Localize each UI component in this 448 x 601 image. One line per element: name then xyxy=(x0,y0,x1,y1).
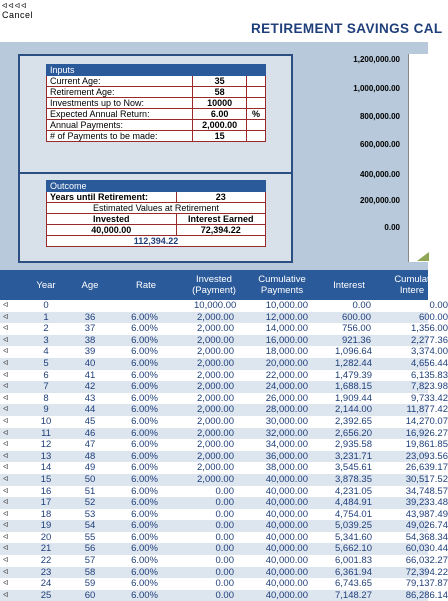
col-header-cumulative-line1: Cumulative xyxy=(258,274,306,285)
cell-rate: 6.00% xyxy=(131,392,158,404)
table-row xyxy=(0,485,448,498)
row-marker: ᐊ xyxy=(3,545,9,553)
input-label: Investments up to Now: xyxy=(47,98,193,109)
row-marker: ᐊ xyxy=(3,359,9,367)
cell-invested: 0.00 xyxy=(215,555,234,567)
cell-cumulative-interest: 3,374.00 xyxy=(411,346,448,358)
inputs-header: Inputs xyxy=(47,65,266,76)
cell-cumulative-payments: 30,000.00 xyxy=(265,415,308,427)
cell-invested: 2,000.00 xyxy=(197,427,234,439)
cell-invested: 2,000.00 xyxy=(197,311,234,323)
cell-rate: 6.00% xyxy=(131,427,158,439)
row-marker: ᐊ xyxy=(3,568,9,576)
cell-invested: 2,000.00 xyxy=(197,415,234,427)
cell-year: 16 xyxy=(40,485,52,497)
col-header-interest: Interest xyxy=(333,280,365,291)
cell-age: 43 xyxy=(84,392,96,404)
cell-interest: 5,662.10 xyxy=(335,543,372,555)
series-area xyxy=(417,252,429,261)
cell-rate: 6.00% xyxy=(131,589,158,601)
cell-interest: 5,039.25 xyxy=(335,520,372,532)
cell-year: 25 xyxy=(40,589,52,601)
cell-year: 6 xyxy=(43,369,49,381)
table-row xyxy=(0,381,448,393)
cell-cumulative-payments: 20,000.00 xyxy=(265,357,308,369)
table-row xyxy=(0,497,448,509)
interest-value: 72,394.22 xyxy=(176,225,265,236)
cell-rate: 6.00% xyxy=(131,508,158,520)
chart-plot xyxy=(408,54,429,262)
cell-rate: 6.00% xyxy=(131,369,158,381)
row-marker: ᐊ xyxy=(3,580,9,588)
cell-cumulative-interest: 60,030.44 xyxy=(405,543,448,555)
cell-age: 58 xyxy=(84,566,96,578)
cell-interest: 1,096.64 xyxy=(335,346,372,358)
cell-cumulative-interest: 0.00 xyxy=(429,300,448,311)
cell-invested: 2,000.00 xyxy=(197,450,234,462)
cell-invested: 2,000.00 xyxy=(197,462,234,474)
cell-age: 52 xyxy=(84,497,96,509)
cell-invested: 2,000.00 xyxy=(197,381,234,393)
y-tick-label: 200,000.00 xyxy=(359,196,400,205)
col-header-cumi-line1: Cumulat xyxy=(394,274,430,285)
cell-cumulative-interest: 11,877.42 xyxy=(406,404,448,416)
inputs-table xyxy=(46,64,266,142)
cell-rate: 6.00% xyxy=(131,485,158,497)
cell-cumulative-payments: 38,000.00 xyxy=(265,462,308,474)
cell-interest: 2,935.58 xyxy=(335,439,372,451)
cell-invested: 2,000.00 xyxy=(197,473,234,485)
row-marker: ᐊ xyxy=(3,383,9,391)
cell-year: 12 xyxy=(40,439,52,451)
cell-cumulative-payments: 40,000.00 xyxy=(265,555,308,567)
cell-cumulative-payments: 40,000.00 xyxy=(265,543,308,555)
col-header-age: Age xyxy=(81,280,99,291)
col-header-year: Year xyxy=(36,280,56,291)
cell-cumulative-interest: 79,137.87 xyxy=(405,578,448,590)
cell-interest: 0.00 xyxy=(352,300,371,311)
cell-invested: 0.00 xyxy=(215,508,234,520)
cell-age: 55 xyxy=(84,531,96,543)
input-label: # of Payments to be made: xyxy=(47,131,193,142)
cell-cumulative-payments: 40,000.00 xyxy=(265,578,308,590)
cell-year: 5 xyxy=(43,357,49,369)
cell-cumulative-payments: 34,000.00 xyxy=(265,439,308,451)
cell-year: 24 xyxy=(40,578,52,590)
table-row xyxy=(0,462,448,474)
num-payments-field[interactable]: 15 xyxy=(193,131,247,142)
cell-age: 40 xyxy=(84,357,96,369)
cell-invested: 0.00 xyxy=(215,589,234,601)
cell-invested: 0.00 xyxy=(215,531,234,543)
cell-interest: 3,545.61 xyxy=(335,462,372,474)
row-marker: ᐊ xyxy=(3,475,9,483)
cell-invested: 2,000.00 xyxy=(197,404,234,416)
input-label: Retirement Age: xyxy=(47,87,193,98)
table-row xyxy=(0,369,448,382)
row-marker: ᐊ xyxy=(3,325,9,333)
y-tick-label: 1,000,000.00 xyxy=(353,84,400,93)
cell-age: 42 xyxy=(84,381,96,393)
cancel-button[interactable]: Cancel xyxy=(2,10,34,20)
row-marker: ᐊ xyxy=(3,371,9,379)
cell-interest: 1,479.39 xyxy=(335,369,372,381)
interest-label: Interest Earned xyxy=(176,214,265,225)
table-row xyxy=(0,427,448,440)
row-marker: ᐊ xyxy=(3,336,9,344)
cell-cumulative-payments: 40,000.00 xyxy=(265,520,308,532)
schedule-rows xyxy=(0,300,448,601)
cell-cumulative-interest: 23,093.56 xyxy=(405,450,448,462)
cell-interest: 600.00 xyxy=(341,311,371,323)
cell-cumulative-payments: 26,000.00 xyxy=(265,392,308,404)
table-row xyxy=(0,566,448,579)
input-unit xyxy=(247,120,266,131)
row-marker: ᐊ xyxy=(3,441,9,449)
input-unit xyxy=(247,76,266,87)
cell-cumulative-interest: 1,356.00 xyxy=(411,323,448,335)
cell-interest: 2,392.65 xyxy=(335,415,372,427)
cell-rate: 6.00% xyxy=(131,531,158,543)
y-tick-label: 0.00 xyxy=(384,223,400,232)
table-row xyxy=(0,450,448,463)
cell-age: 51 xyxy=(84,485,96,497)
inputs-panel xyxy=(18,54,293,179)
row-marker: ᐊ xyxy=(3,406,9,414)
cell-year: 21 xyxy=(40,543,52,555)
row-marker: ᐊ xyxy=(3,464,9,472)
cell-invested: 2,000.00 xyxy=(197,323,234,335)
cell-cumulative-payments: 24,000.00 xyxy=(265,381,308,393)
cell-rate: 6.00% xyxy=(131,323,158,335)
table-row xyxy=(0,531,448,544)
cell-age: 56 xyxy=(84,543,96,555)
cell-cumulative-payments: 12,000.00 xyxy=(265,311,308,323)
cell-invested: 0.00 xyxy=(215,497,234,509)
cell-year: 22 xyxy=(40,555,52,567)
cell-cumulative-payments: 22,000.00 xyxy=(265,369,308,381)
cell-cumulative-interest: 4,656.44 xyxy=(411,357,448,369)
cell-cumulative-payments: 40,000.00 xyxy=(265,497,308,509)
cell-age: 44 xyxy=(84,404,96,416)
input-unit xyxy=(247,131,266,142)
cell-cumulative-payments: 40,000.00 xyxy=(265,531,308,543)
cell-year: 14 xyxy=(40,462,52,474)
cell-rate: 6.00% xyxy=(131,578,158,590)
row-marker: ᐊ xyxy=(3,591,9,599)
cell-cumulative-interest: 6,135.83 xyxy=(411,369,448,381)
cell-age: 46 xyxy=(84,427,96,439)
cell-interest: 2,144.00 xyxy=(335,404,372,416)
cell-cumulative-interest: 66,032.27 xyxy=(405,555,448,567)
cell-rate: 6.00% xyxy=(131,566,158,578)
cell-year: 15 xyxy=(40,473,52,485)
cell-age: 49 xyxy=(84,462,96,474)
cell-rate: 6.00% xyxy=(131,543,158,555)
current-age-field[interactable]: 35 xyxy=(193,76,247,87)
cell-cumulative-payments: 40,000.00 xyxy=(265,485,308,497)
table-row xyxy=(0,473,448,486)
cell-invested: 10,000.00 xyxy=(194,300,237,311)
outcome-header: Outcome xyxy=(47,181,266,192)
table-row xyxy=(0,520,448,532)
cell-age: 53 xyxy=(84,508,96,520)
cell-year: 3 xyxy=(43,334,49,346)
cell-interest: 6,001.83 xyxy=(335,555,372,567)
cell-year: 20 xyxy=(40,531,52,543)
table-row xyxy=(0,346,448,358)
retirement-age-field[interactable]: 58 xyxy=(193,87,247,98)
cell-cumulative-interest: 30,517.52 xyxy=(405,473,448,485)
cell-interest: 6,743.65 xyxy=(335,578,372,590)
table-row xyxy=(0,589,448,601)
cell-cumulative-payments: 28,000.00 xyxy=(265,404,308,416)
cell-year: 19 xyxy=(40,520,52,532)
row-marker: ᐊ xyxy=(3,533,9,541)
chart-area xyxy=(318,46,428,266)
input-label: Annual Payments: xyxy=(47,120,193,131)
cell-rate: 6.00% xyxy=(131,555,158,567)
cell-interest: 4,754.01 xyxy=(335,508,372,520)
cell-age: 57 xyxy=(84,555,96,567)
table-row xyxy=(0,508,448,521)
page-title: RETIREMENT SAVINGS CAL xyxy=(251,21,443,36)
cell-year: 8 xyxy=(43,392,49,404)
col-header-rate: Rate xyxy=(135,280,157,291)
cell-cumulative-interest: 16,926.27 xyxy=(405,427,448,439)
row-marker: ᐊ xyxy=(3,499,9,507)
outcome-total: 112,394.22 xyxy=(47,236,266,247)
cell-invested: 2,000.00 xyxy=(197,346,234,358)
cell-interest: 5,341.60 xyxy=(335,531,372,543)
cell-rate: 6.00% xyxy=(131,381,158,393)
cell-age: 37 xyxy=(84,323,96,335)
cell-rate: 6.00% xyxy=(131,334,158,346)
table-row xyxy=(0,323,448,335)
cell-age: 36 xyxy=(84,311,96,323)
col-header-cumulative-interest xyxy=(392,274,432,296)
cell-rate: 6.00% xyxy=(131,415,158,427)
cell-year: 18 xyxy=(40,508,52,520)
cell-cumulative-interest: 7,823.98 xyxy=(411,381,448,393)
cell-year: 0 xyxy=(43,300,49,311)
cell-cumulative-interest: 72,394.22 xyxy=(405,566,448,578)
input-unit xyxy=(247,87,266,98)
cell-interest: 7,148.27 xyxy=(335,589,372,601)
cell-rate: 6.00% xyxy=(131,497,158,509)
cell-cumulative-interest: 14,270.07 xyxy=(405,415,448,427)
invested-label: Invested xyxy=(47,214,177,225)
top-left-controls xyxy=(2,2,33,20)
outcome-table xyxy=(46,180,266,247)
cell-interest: 4,231.05 xyxy=(335,485,372,497)
y-tick-label: 400,000.00 xyxy=(359,170,400,179)
cell-cumulative-payments: 18,000.00 xyxy=(265,346,308,358)
cell-age: 50 xyxy=(84,473,96,485)
row-marker: ᐊ xyxy=(3,313,9,321)
cell-age: 60 xyxy=(84,589,96,601)
cell-cumulative-interest: 9,733.42 xyxy=(411,392,448,404)
cell-invested: 0.00 xyxy=(215,566,234,578)
cell-invested: 2,000.00 xyxy=(197,439,234,451)
cell-invested: 2,000.00 xyxy=(197,357,234,369)
row-marker: ᐊ xyxy=(3,487,9,495)
cell-rate: 6.00% xyxy=(131,311,158,323)
cell-interest: 756.00 xyxy=(341,323,371,335)
cell-rate: 6.00% xyxy=(131,346,158,358)
cell-interest: 1,688.15 xyxy=(335,381,372,393)
cell-invested: 0.00 xyxy=(215,485,234,497)
cell-cumulative-payments: 40,000.00 xyxy=(265,508,308,520)
cell-age: 39 xyxy=(84,346,96,358)
top-left-glyph-row: ᐊᐊᐊᐊ xyxy=(2,3,28,10)
cell-cumulative-payments: 40,000.00 xyxy=(265,589,308,601)
row-marker: ᐊ xyxy=(3,429,9,437)
cell-age: 45 xyxy=(84,415,96,427)
cell-age: 48 xyxy=(84,450,96,462)
cell-interest: 1,909.44 xyxy=(335,392,372,404)
cell-cumulative-payments: 14,000.00 xyxy=(265,323,308,335)
cell-interest: 3,231.71 xyxy=(335,450,372,462)
cell-age: 38 xyxy=(84,334,96,346)
cell-year: 23 xyxy=(40,566,52,578)
row-marker: ᐊ xyxy=(3,417,9,425)
cell-rate: 6.00% xyxy=(131,357,158,369)
cell-cumulative-interest: 600.00 xyxy=(418,311,448,323)
table-row xyxy=(0,404,448,416)
cell-cumulative-interest: 26,639.17 xyxy=(405,462,448,474)
cell-year: 11 xyxy=(41,427,51,439)
percent-unit: % xyxy=(247,109,266,120)
cell-rate: 6.00% xyxy=(131,462,158,474)
col-header-invested-line1: Invested xyxy=(196,274,232,285)
cell-age: 54 xyxy=(84,520,96,532)
cell-interest: 921.36 xyxy=(341,334,371,346)
cell-cumulative-payments: 40,000.00 xyxy=(265,566,308,578)
row-marker: ᐊ xyxy=(3,348,9,356)
cell-invested: 2,000.00 xyxy=(197,334,234,346)
table-row xyxy=(0,357,448,370)
row-marker: ᐊ xyxy=(3,510,9,518)
y-tick-label: 1,200,000.00 xyxy=(353,55,400,64)
cell-age: 59 xyxy=(84,578,96,590)
input-label: Expected Annual Return: xyxy=(47,109,193,120)
cell-cumulative-payments: 40,000.00 xyxy=(265,473,308,485)
cell-cumulative-payments: 16,000.00 xyxy=(265,334,308,346)
cell-rate: 6.00% xyxy=(131,404,158,416)
cell-year: 17 xyxy=(40,497,52,509)
cell-interest: 3,878.35 xyxy=(335,473,372,485)
input-unit xyxy=(247,98,266,109)
col-header-invested xyxy=(186,274,242,296)
cell-year: 2 xyxy=(43,323,49,335)
cell-age: 47 xyxy=(84,439,96,451)
input-label: Current Age: xyxy=(47,76,193,87)
chart-svg xyxy=(409,54,429,262)
table-row xyxy=(0,555,448,567)
y-tick-label: 800,000.00 xyxy=(359,112,400,121)
table-row xyxy=(0,543,448,555)
years-label: Years until Retirement: xyxy=(47,192,177,203)
annual-return-field[interactable]: 6.00 xyxy=(193,109,247,120)
cell-rate: 6.00% xyxy=(131,439,158,451)
grid-header xyxy=(0,270,428,300)
row-marker: ᐊ xyxy=(3,302,9,309)
table-row xyxy=(0,439,448,451)
cell-rate: 6.00% xyxy=(131,450,158,462)
cell-invested: 2,000.00 xyxy=(197,369,234,381)
cell-rate: 6.00% xyxy=(131,520,158,532)
cell-invested: 0.00 xyxy=(215,578,234,590)
invested-value: 40,000.00 xyxy=(47,225,177,236)
cell-invested: 2,000.00 xyxy=(197,392,234,404)
cell-invested: 0.00 xyxy=(215,520,234,532)
row-marker: ᐊ xyxy=(3,522,9,530)
row-marker: ᐊ xyxy=(3,452,9,460)
table-row xyxy=(0,334,448,347)
cell-cumulative-interest: 19,861.85 xyxy=(405,439,448,451)
cell-cumulative-interest: 39,233.48 xyxy=(405,497,448,509)
cell-interest: 2,656.20 xyxy=(335,427,372,439)
cell-year: 1 xyxy=(43,311,49,323)
row-marker: ᐊ xyxy=(3,394,9,402)
col-header-invested-line2: (Payment) xyxy=(192,285,236,296)
cell-rate: 6.00% xyxy=(131,473,158,485)
col-header-cumulative-line2: Payments xyxy=(260,285,304,296)
col-header-cumi-line2: Intere xyxy=(399,285,425,296)
cell-year: 4 xyxy=(43,346,49,358)
annual-payments-field[interactable]: 2,000.00 xyxy=(193,120,247,131)
row-marker: ᐊ xyxy=(3,557,9,565)
table-row xyxy=(0,392,448,405)
cell-year: 13 xyxy=(40,450,52,462)
cell-age: 41 xyxy=(84,369,96,381)
table-row xyxy=(0,311,448,324)
cell-cumulative-interest: 54,368.34 xyxy=(405,531,448,543)
cell-cumulative-interest: 86,286.14 xyxy=(405,589,448,601)
cell-year: 10 xyxy=(40,415,52,427)
col-header-cumulative xyxy=(254,274,310,296)
estimated-label: Estimated Values at Retirement xyxy=(47,203,266,214)
cell-cumulative-payments: 36,000.00 xyxy=(265,450,308,462)
cell-cumulative-interest: 2,277.36 xyxy=(411,334,448,346)
outcome-panel xyxy=(18,172,293,263)
cell-cumulative-payments: 10,000.00 xyxy=(265,300,308,311)
cell-interest: 1,282.44 xyxy=(335,357,372,369)
cell-invested: 0.00 xyxy=(215,543,234,555)
years-value: 23 xyxy=(176,192,265,203)
table-row xyxy=(0,415,448,428)
cell-cumulative-interest: 49,026.74 xyxy=(405,520,448,532)
investments-field[interactable]: 10000 xyxy=(193,98,247,109)
cell-cumulative-payments: 32,000.00 xyxy=(265,427,308,439)
cell-year: 7 xyxy=(43,381,49,393)
table-row xyxy=(0,578,448,590)
cell-interest: 6,361.94 xyxy=(335,566,372,578)
table-row xyxy=(0,300,448,312)
y-tick-label: 600,000.00 xyxy=(359,140,400,149)
cell-year: 9 xyxy=(43,404,49,416)
cell-interest: 4,484.91 xyxy=(335,497,372,509)
cell-cumulative-interest: 34,748.57 xyxy=(405,485,448,497)
cell-cumulative-interest: 43,987.49 xyxy=(405,508,448,520)
